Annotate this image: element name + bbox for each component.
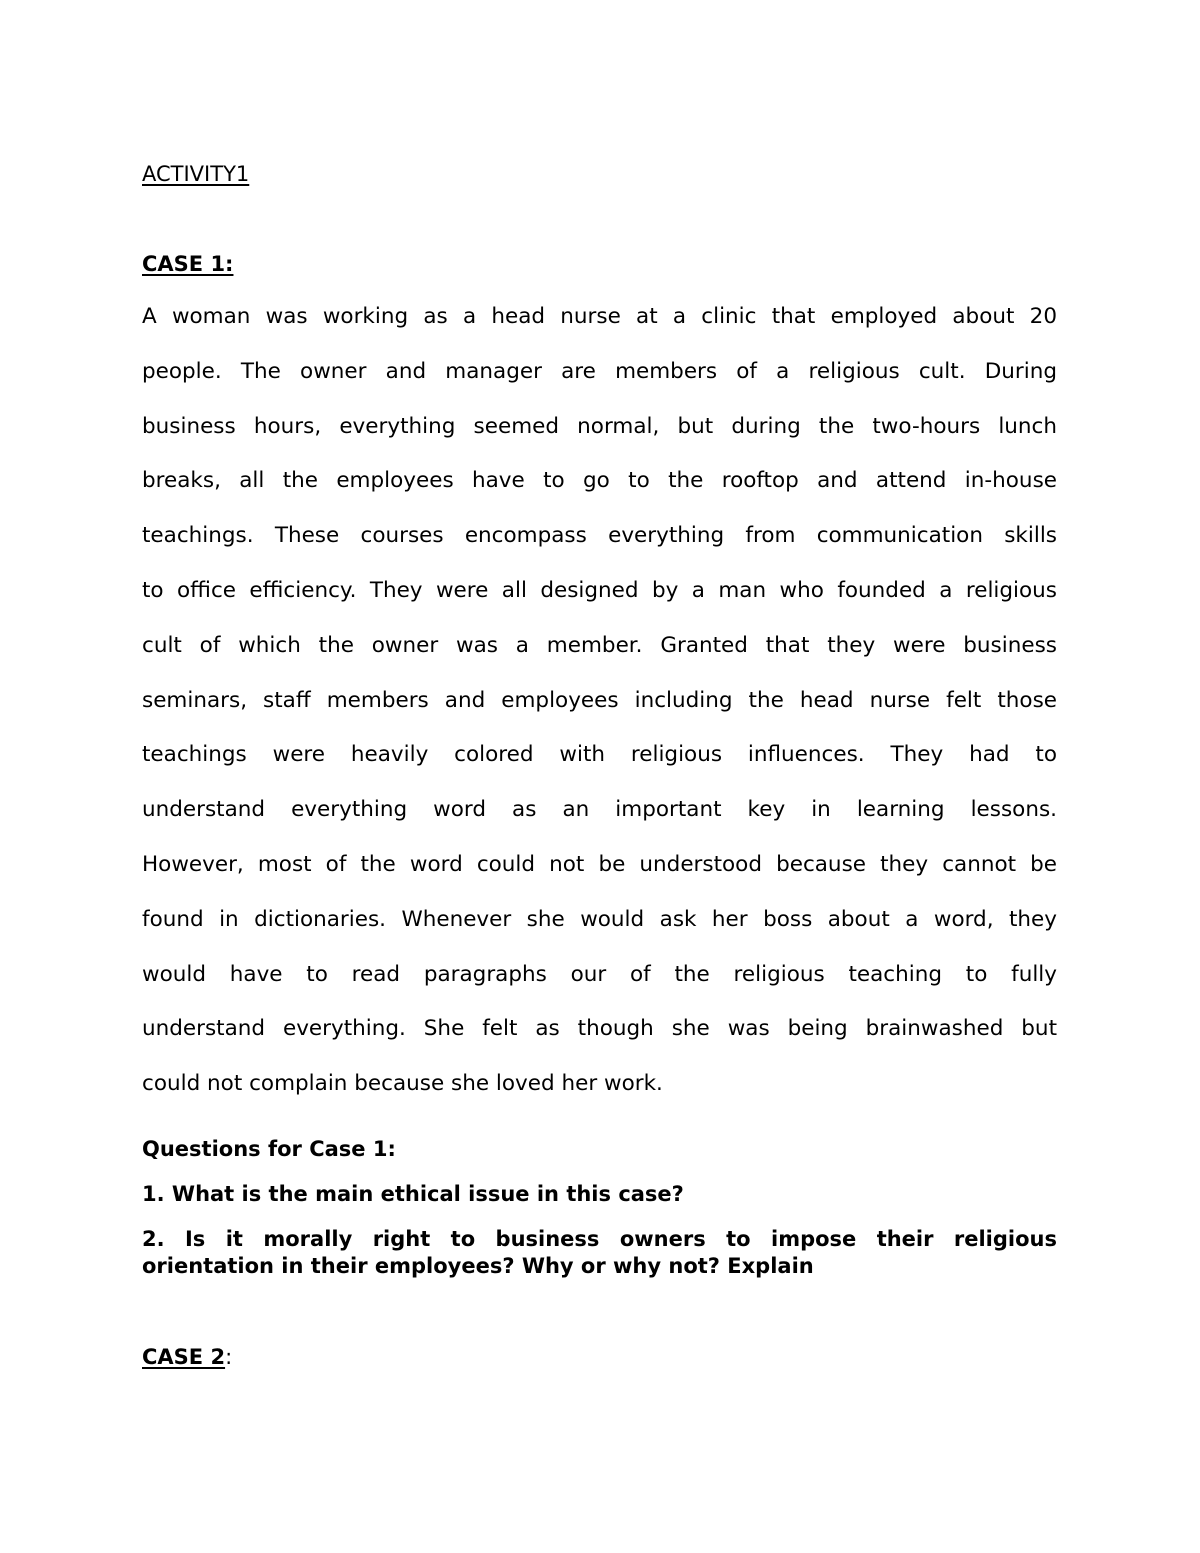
case-1-line: teachings were heavily colored with religious influences. They had to	[142, 742, 1057, 768]
case-1-line: business hours, everything seemed normal, but during the two-hours lunch	[142, 413, 1057, 439]
case-1-line: found in dictionaries. Whenever she would ask her boss about a word, they	[142, 906, 1057, 932]
case-1-body	[142, 290, 1057, 1112]
case-1-line: understand everything word as an important key in learning lessons.	[142, 797, 1057, 823]
question-2-line: orientation in their employees? Why or why not? Explain	[142, 1254, 814, 1278]
case-1-heading	[142, 250, 233, 278]
case-1-line: could not complain because she loved her work.	[142, 1071, 663, 1097]
case-2-heading-colon: :	[225, 1345, 233, 1369]
case-1-line: would have to read paragraphs our of the religious teaching to fully	[142, 961, 1057, 987]
case-1-line: breaks, all the employees have to go to the rooftop and attend in-house	[142, 468, 1057, 494]
question-2-line: 2. Is it morally right to business owners to impose their religious	[142, 1227, 1057, 1251]
case-1-line: cult of which the owner was a member. Granted that they were business	[142, 632, 1057, 658]
case-2-heading-text: CASE 2	[142, 1345, 226, 1369]
case-1-heading-text: CASE 1:	[142, 252, 234, 276]
case-1-line: seminars, staff members and employees including the head nurse felt those	[142, 687, 1057, 713]
case-1-line: people. The owner and manager are members of a religious cult. During	[142, 358, 1057, 384]
question-2	[142, 1226, 1057, 1280]
questions-title: Questions for Case 1:	[142, 1137, 396, 1161]
activity-title-text: ACTIVITY1	[142, 162, 250, 186]
question-1: 1. What is the main ethical issue in this case?	[142, 1182, 684, 1206]
case-1-line: A woman was working as a head nurse at a clinic that employed about 20	[142, 304, 1057, 329]
case-2-heading	[142, 1343, 232, 1371]
case-1-line: understand everything. She felt as though she was being brainwashed but	[142, 1016, 1057, 1042]
case-1-line: to office efficiency. They were all designed by a man who founded a religious	[142, 577, 1057, 603]
case-1-line: teachings. These courses encompass everything from communication skills	[142, 523, 1057, 549]
activity-title	[142, 160, 249, 188]
case-1-line: However, most of the word could not be understood because they cannot be	[142, 851, 1057, 877]
